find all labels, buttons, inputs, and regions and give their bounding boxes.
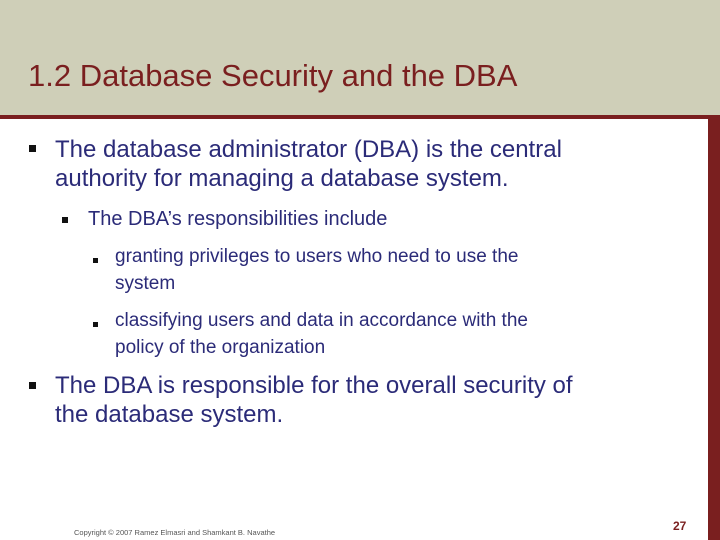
responsibility-item-1: granting privileges to users who need to use the system: [115, 246, 519, 294]
bullet-square-icon: [29, 145, 36, 152]
slide-title: 1.2 Database Security and the DBA: [28, 58, 518, 93]
header-rule: [0, 115, 720, 119]
sub-sub-bullet-square-icon: [93, 258, 98, 263]
copyright-footer: Copyright © 2007 Ramez Elmasri and Shamkant B. Navathe: [74, 528, 276, 537]
right-accent-bar: [708, 119, 720, 540]
sub-bullet-square-icon: [62, 217, 68, 223]
bullet-square-icon: [29, 382, 36, 389]
bullet-2-text: The DBA is responsible for the overall security of the database system.: [55, 372, 573, 428]
sub-bullet-text: The DBA’s responsibilities include: [88, 208, 388, 230]
slide-header: [0, 0, 720, 115]
sub-sub-bullet-square-icon: [93, 322, 98, 327]
page-number: 27: [673, 519, 687, 533]
bullet-1-text: The database administrator (DBA) is the central authority for managing a database system.: [55, 136, 562, 192]
responsibility-item-2: classifying users and data in accordance with the policy of the organization: [115, 310, 528, 358]
